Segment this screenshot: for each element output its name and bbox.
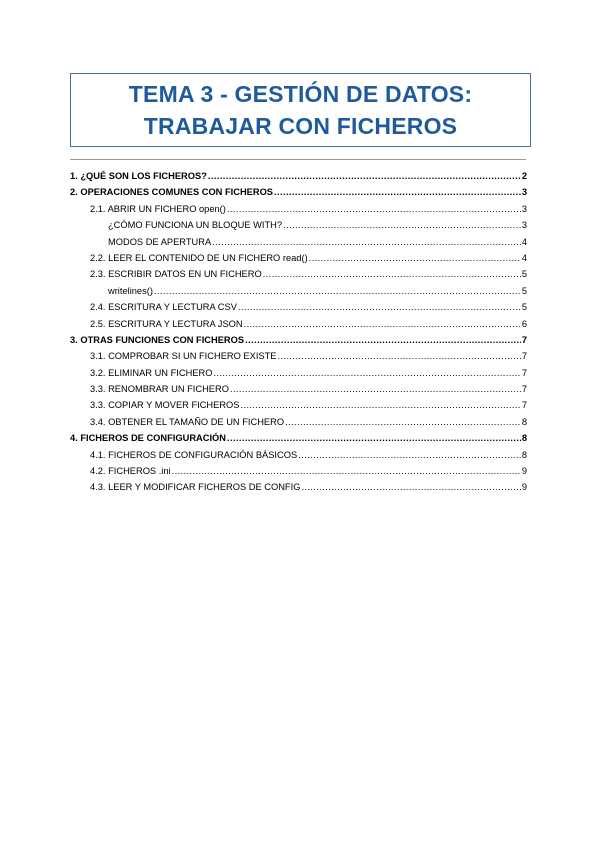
- toc-entry-page: 7: [521, 384, 527, 395]
- toc-leader-dots: [309, 250, 521, 266]
- toc-entry[interactable]: [70, 447, 527, 463]
- toc-leader-dots: [208, 168, 521, 184]
- toc-entry-label: 4.1. FICHEROS DE CONFIGURACIÓN BÁSICOS: [90, 449, 298, 460]
- toc-entry-label: 2.2. LEER EL CONTENIDO DE UN FICHERO read(): [90, 252, 308, 263]
- title-line-2: TRABAJAR CON FICHEROS: [143, 113, 458, 139]
- toc-entry[interactable]: [70, 299, 527, 315]
- toc-entry-label: writelines(): [108, 285, 153, 296]
- toc-entry-label: 2. OPERACIONES COMUNES CON FICHEROS: [70, 187, 274, 198]
- toc-entry[interactable]: [70, 184, 527, 200]
- title-line-1: TEMA 3 - GESTIÓN DE DATOS:: [128, 81, 473, 107]
- toc-entry-page: 9: [521, 466, 527, 477]
- toc-entry[interactable]: [70, 348, 527, 364]
- toc-entry-page: 3: [521, 187, 527, 198]
- toc-leader-dots: [301, 479, 520, 495]
- toc-entry-label: 2.5. ESCRITURA Y LECTURA JSON: [90, 318, 243, 329]
- title-box: [70, 73, 531, 147]
- toc-leader-dots: [227, 201, 521, 217]
- toc-entry-page: 8: [521, 433, 527, 444]
- toc-leader-dots: [213, 365, 520, 381]
- toc-entry[interactable]: [70, 168, 527, 184]
- toc-entry[interactable]: [70, 234, 527, 250]
- toc-entry[interactable]: [70, 365, 527, 381]
- toc-entry-page: 6: [521, 318, 527, 329]
- toc-entry-label: 2.3. ESCRIBIR DATOS EN UN FICHERO: [90, 269, 262, 280]
- toc-leader-dots: [154, 283, 521, 299]
- divider: [70, 159, 526, 160]
- toc-leader-dots: [283, 217, 521, 233]
- toc-entry[interactable]: [70, 316, 527, 332]
- toc-entry[interactable]: [70, 381, 527, 397]
- toc-entry-page: 4: [521, 252, 527, 263]
- toc-entry-page: 4: [521, 236, 527, 247]
- toc-entry-label: 3. OTRAS FUNCIONES CON FICHEROS: [70, 334, 245, 345]
- toc-entry-label: 4.2. FICHEROS .ini: [90, 466, 171, 477]
- toc-entry-label: 3.3. RENOMBRAR UN FICHERO: [90, 384, 229, 395]
- toc-entry-page: 9: [521, 482, 527, 493]
- toc-entry-label: 2.1. ABRIR UN FICHERO open(): [90, 203, 226, 214]
- toc-entry-label: 1. ¿QUÉ SON LOS FICHEROS?: [70, 171, 207, 181]
- toc-entry-page: 3: [521, 220, 527, 231]
- toc-entry-label: 3.3. COPIAR Y MOVER FICHEROS: [90, 400, 240, 411]
- toc-entry-page: 7: [521, 351, 527, 362]
- toc-entry-page: 7: [521, 400, 527, 411]
- toc-leader-dots: [285, 414, 521, 430]
- toc-entry[interactable]: [70, 397, 527, 413]
- toc-entry-label: 3.1. COMPROBAR SI UN FICHERO EXISTE: [90, 351, 277, 362]
- toc-entry[interactable]: [70, 430, 527, 446]
- toc-entry[interactable]: [70, 332, 527, 348]
- toc-entry-label: 4. FICHEROS DE CONFIGURACIÓN: [70, 433, 226, 444]
- toc-leader-dots: [298, 447, 521, 463]
- toc-entry-label: ¿CÓMO FUNCIONA UN BLOQUE WITH?: [108, 220, 283, 231]
- toc-leader-dots: [278, 348, 521, 364]
- toc-leader-dots: [244, 316, 521, 332]
- toc-entry[interactable]: [70, 250, 527, 266]
- toc-entry-page: 5: [521, 302, 527, 313]
- toc-leader-dots: [245, 332, 521, 348]
- toc-entry-page: 7: [521, 367, 527, 378]
- toc-leader-dots: [227, 430, 521, 446]
- toc-entry-page: 7: [521, 334, 527, 345]
- toc-leader-dots: [238, 299, 521, 315]
- toc-leader-dots: [230, 381, 521, 397]
- toc-entry-page: 8: [521, 449, 527, 460]
- toc-entry-label: 2.4. ESCRITURA Y LECTURA CSV: [90, 302, 237, 313]
- toc-leader-dots: [172, 463, 521, 479]
- toc-leader-dots: [212, 234, 521, 250]
- toc-entry-page: 2: [521, 171, 527, 181]
- toc-entry-page: 5: [521, 269, 527, 280]
- toc-entry[interactable]: [70, 217, 527, 233]
- toc-entry-page: 5: [521, 285, 527, 296]
- toc-entry-page: 3: [521, 203, 527, 214]
- toc-entry-label: 4.3. LEER Y MODIFICAR FICHEROS DE CONFIG: [90, 482, 301, 493]
- table-of-contents: [70, 168, 527, 496]
- toc-entry-label: MODOS DE APERTURA: [108, 236, 212, 247]
- toc-entry[interactable]: [70, 479, 527, 495]
- toc-entry[interactable]: [70, 283, 527, 299]
- toc-entry-label: 3.4. OBTENER EL TAMAÑO DE UN FICHERO: [90, 416, 285, 427]
- toc-entry[interactable]: [70, 414, 527, 430]
- toc-leader-dots: [274, 184, 521, 200]
- toc-entry[interactable]: [70, 463, 527, 479]
- toc-leader-dots: [240, 397, 520, 413]
- toc-entry-label: 3.2. ELIMINAR UN FICHERO: [90, 367, 213, 378]
- toc-entry[interactable]: [70, 266, 527, 282]
- toc-entry-page: 8: [521, 416, 527, 427]
- toc-leader-dots: [263, 266, 521, 282]
- toc-entry[interactable]: [70, 201, 527, 217]
